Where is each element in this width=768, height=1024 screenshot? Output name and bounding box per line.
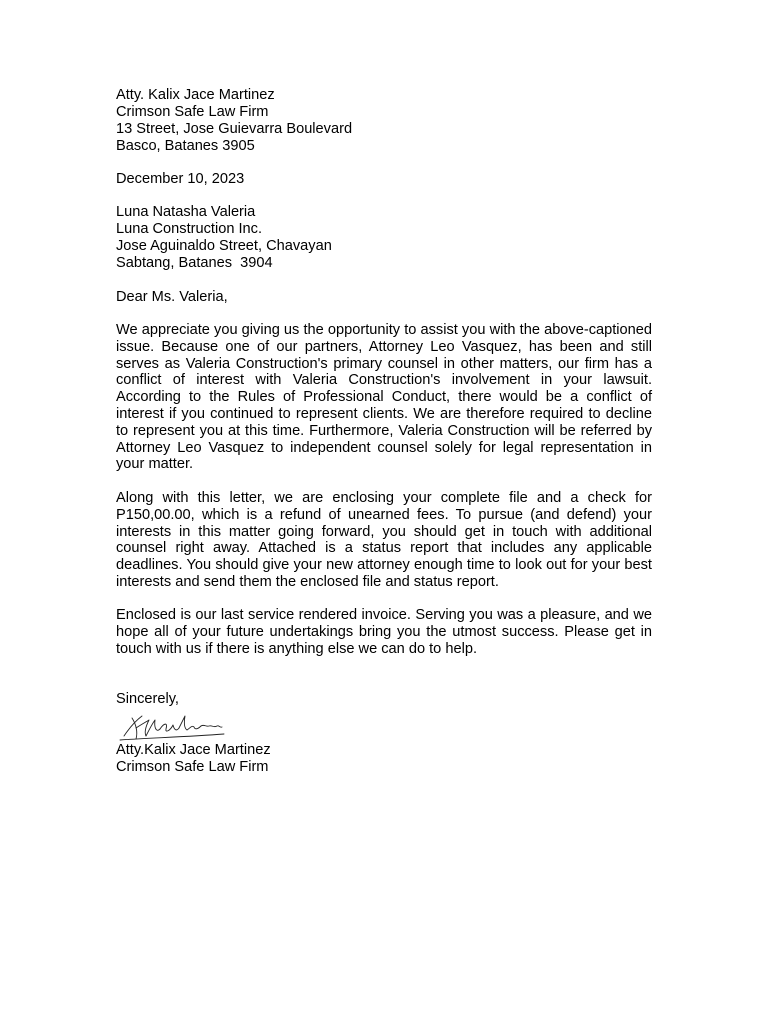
recipient-address-line2: Sabtang, Batanes 3904 (116, 255, 273, 271)
salutation: Dear Ms. Valeria, (116, 289, 228, 305)
recipient-address-line1: Jose Aguinaldo Street, Chavayan (116, 238, 332, 254)
recipient-name: Luna Natasha Valeria (116, 204, 256, 220)
body-paragraph-3: Enclosed is our last service rendered invoice. Serving you was a pleasure, and we hope all of your future undertakings bring you the utmost success. Please get in touch with us if there is anything else we can do to help. (116, 607, 652, 657)
sender-address-line2: Basco, Batanes 3905 (116, 138, 255, 154)
signatory-name: Atty.Kalix Jace Martinez (116, 742, 271, 758)
signatory-firm: Crimson Safe Law Firm (116, 759, 269, 775)
sender-firm: Crimson Safe Law Firm (116, 104, 269, 120)
recipient-company: Luna Construction Inc. (116, 221, 263, 237)
handwritten-signature (116, 710, 228, 744)
closing: Sincerely, (116, 691, 179, 707)
body-paragraph-2: Along with this letter, we are enclosing your complete file and a check for P150,00.00, which is a refund of unearned fees. To pursue (and defend) your interests in this matter going forward, you should get in touch with additional counsel right away. Attached is a status report that includes any applicable deadlines. You should give your new attorney enough time to look out for your best interests and send them the enclosed file and status report. (116, 490, 652, 590)
sender-name: Atty. Kalix Jace Martinez (116, 87, 275, 103)
sender-address-line1: 13 Street, Jose Guievarra Boulevard (116, 121, 353, 137)
letter-date: December 10, 2023 (116, 171, 245, 187)
body-paragraph-1: We appreciate you giving us the opportunity to assist you with the above-captioned issue. Because one of our partners, Attorney Leo Vasquez, has been and still serves as Valeria Construction's primary counsel in other matters, our firm has a conflict of interest with Valeria Construction's involvement in your lawsuit. According to the Rules of Professional Conduct, there would be a conflict of interest if you continued to represent clients. We are therefore required to decline to represent you at this time. Furthermore, Valeria Construction will be referred by Attorney Leo Vasquez to independent counsel solely for legal representation in your matter. (116, 322, 652, 473)
